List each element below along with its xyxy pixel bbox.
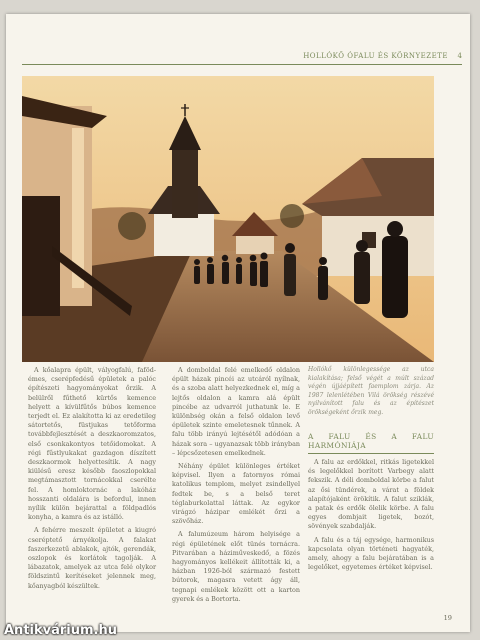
photo-caption: Hollókő különlegessége az utca kialakítása; felső végét a múlt század végén újjáépített faemplom zárja. Az 1987 lelenlétében Vilá örökség részévé nyilvánított falu és az építészet örökségeként őrzik meg. bbox=[308, 366, 434, 416]
section-title: A FALU ÉS A FALU HARMÓNIÁJA bbox=[308, 432, 434, 454]
col3-paragraph-2: A falu és a táj egysége, harmonikus kapcsolata olyan történeti hagyaték, amely, ahogy a falu bejáratában is a legelőket, egyetemes értéket képvisel. bbox=[308, 535, 434, 572]
col2-paragraph-1: A domboldal felé emelkedő oldalon épült házak pincéi az utcáról nyílnak, és a szoba alatt helyezkednek el, míg a lejtős oldalon a kamra alá épült pincébe az udvarról juthatunk le. E különbség okán a felső oldalon levő épületek szinte emeletesnek tűnnek. A falu több irányú lejtésétől adódóan a házak sora – ugyanazsak több irányban – lépcsőzetesen emelkednek. bbox=[172, 366, 300, 457]
col3-paragraph-1: A falu az erdőkkel, ritkás ligetekkel és legelőkkel borított Varbegy alatt fekszik. A déli domboldal körbe a falut az ősi tündérek, a várat a földek alapítójaként örökítik. A falut sziklák, a patak és erdők ölelik körbe. A falu egyes dombjait ligetek, bozót, sövények szabdalják. bbox=[308, 457, 434, 531]
col1-paragraph-2: A fehérre meszelt épületet a kiugró cseréptető árnyékolja. A falakat faszerkezetű ablakok, ajtók, gerendák, oszlopok és korlátok tagolják. A lábazatok, amelyek az utca felé olykor földszintű kerítéseket jelennek meg, kőanyagból készültek. bbox=[28, 526, 156, 590]
running-head-title: HOLLÓKŐ ÓFALU ÉS KÖRNYEZETE bbox=[303, 52, 448, 60]
text-column-3 bbox=[308, 366, 434, 576]
running-head bbox=[22, 52, 462, 65]
running-head-marker: 4 bbox=[457, 52, 462, 60]
text-column-2 bbox=[172, 366, 300, 608]
village-street-photo bbox=[22, 76, 434, 362]
book-page bbox=[6, 14, 470, 632]
col1-paragraph-1: A kőalapra épült, vályogfalú, faföd-émes, cserépfedésű épületek a palóc építészeti hagyományokat őrzik. A belülről fűthető kürtős kemence helyett a kívülfűtős búbos kemence terjedt el. Ez alakította ki az eredetileg sátortetős, füstjukas tetőforma továbbfejlesztését a deszkaoromzatos, első csonkakontyos tetőidomokat. A régi fűstlyukakat gazdagon díszített deszkaormok helyettesítik. A nagy kiülésű eresz később faoszlopokkal megtámasztott tornácokkal cserélte fel. A homloktornác a lakóház hosszanti oldalára is befordul, innen nyílik külön bejárattal a földpadlós konyha, a kamra és az istálló. bbox=[28, 366, 156, 522]
text-column-1 bbox=[28, 366, 156, 595]
watermark-logo: Antikvárium.hu bbox=[4, 623, 117, 638]
col2-paragraph-3: A falumúzeum három helyisége a régi épületének előt tünés tornácra. Pitvarában a háziműveskedő, a fözés hagyományos kellékeit állították ki, a házban 1926-ból származó festett bútorok, magasra vetett ágy áll, tegnapi emlékek között ott a karton gyerek és a Bortorta. bbox=[172, 530, 300, 603]
page-number: 19 bbox=[443, 614, 452, 622]
photo-illustration bbox=[22, 76, 434, 362]
col2-paragraph-2: Néhány épület különleges értéket képvisel. Ilyen a fatornyos római katolikus templom, melyet zsindellyel fedtek be, s a belső teret téglaburkolattal láttak. Az egykor virágzó házipar emlékét őrzi a szövőház. bbox=[172, 462, 300, 526]
